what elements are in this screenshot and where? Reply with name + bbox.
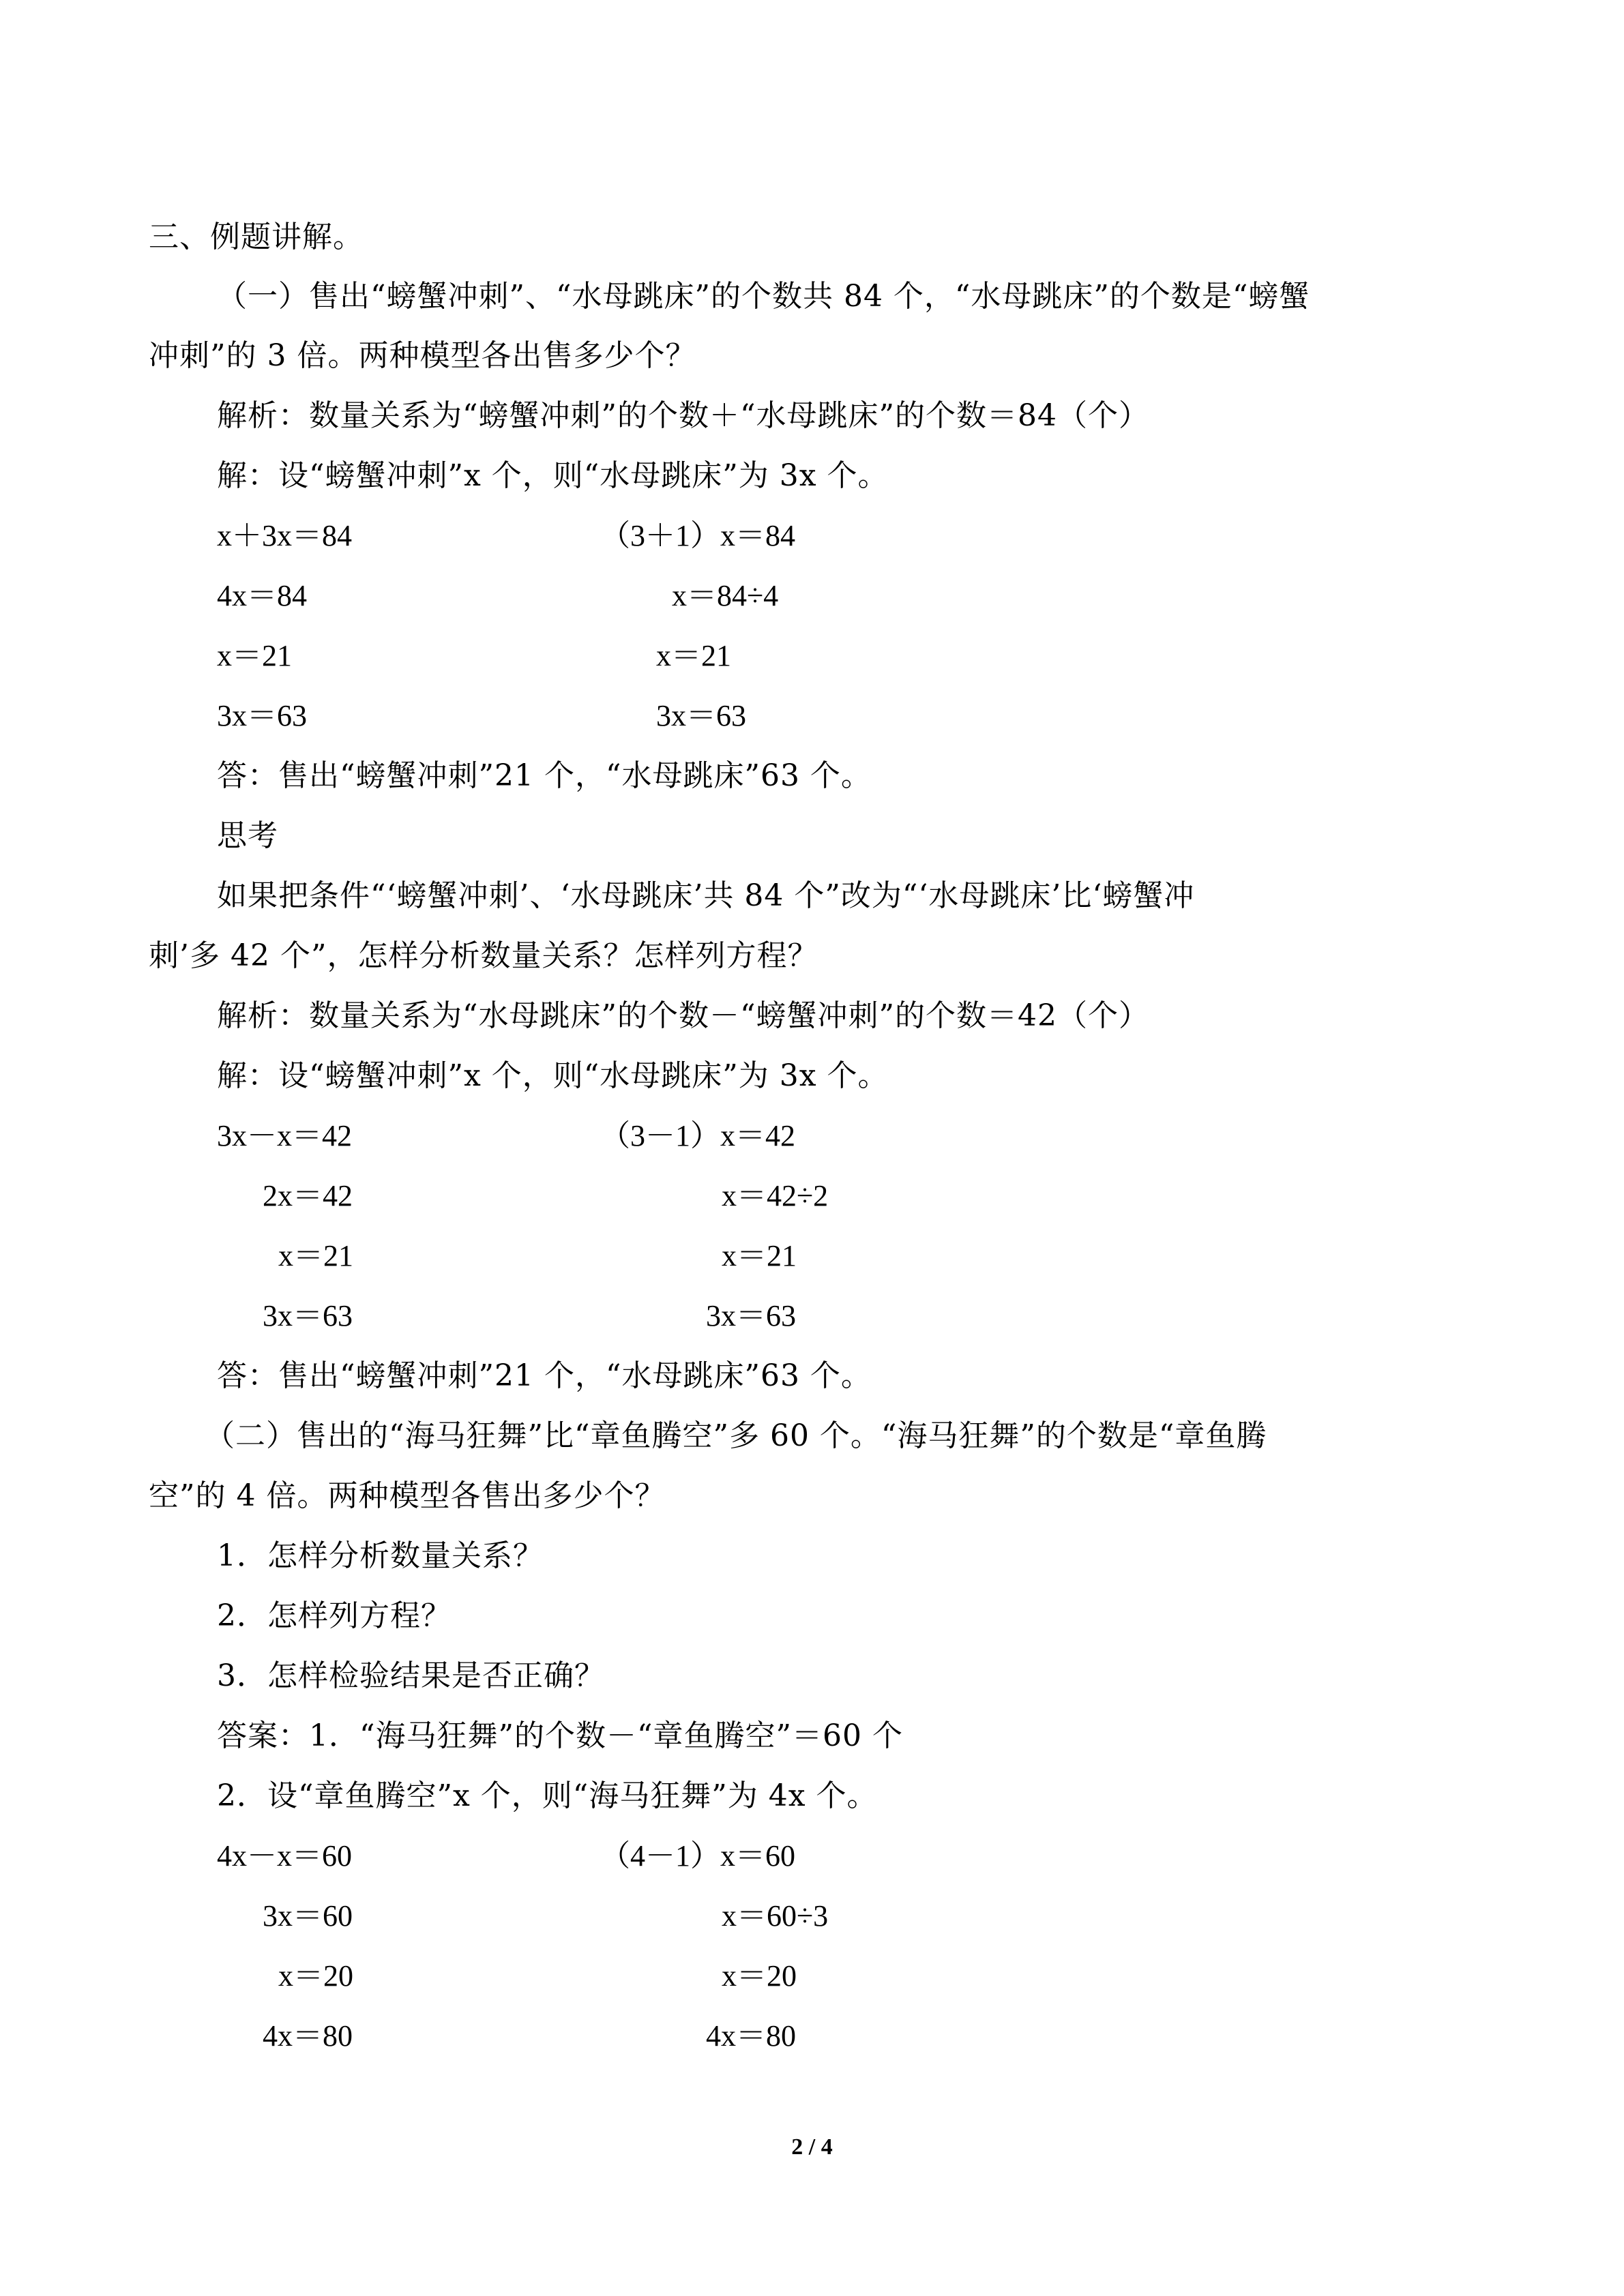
- think-heading: 思考: [217, 818, 278, 853]
- equation-left: 4x＝84: [217, 579, 307, 612]
- equation-right: （3＋1）x＝84: [600, 519, 795, 552]
- equation-left: x＝21: [278, 1239, 353, 1272]
- equation-right: 3x＝63: [656, 699, 746, 732]
- equation-left: x＋3x＝84: [217, 519, 352, 552]
- example-1-line-2: 冲刺”的 3 倍。两种模型各出售多少个？: [149, 338, 696, 373]
- equation-right: x＝42÷2: [722, 1179, 829, 1212]
- equation-left: 4x－x＝60: [217, 1839, 352, 1873]
- page-number: 2 / 4: [791, 2134, 833, 2160]
- equation-left: 4x＝80: [263, 2019, 353, 2053]
- question-2: 2．怎样列方程？: [217, 1598, 452, 1633]
- equation-right: x＝21: [656, 639, 731, 672]
- question-3: 3．怎样检验结果是否正确？: [217, 1658, 605, 1693]
- equation-left: 3x＝63: [263, 1299, 353, 1332]
- equation-right: x＝21: [722, 1239, 797, 1272]
- solution-setup-2: 解：设“螃蟹冲刺”x 个，则“水母跳床”为 3x 个。: [217, 1058, 889, 1093]
- think-line-2: 刺’多 42 个”，怎样分析数量关系？怎样列方程？: [149, 938, 818, 973]
- section-heading: 三、例题讲解。: [149, 220, 364, 254]
- example-2-line-2: 空”的 4 倍。两种模型各售出多少个？: [149, 1478, 666, 1513]
- answer-2: 答：售出“螃蟹冲刺”21 个，“水母跳床”63 个。: [217, 1358, 872, 1393]
- example-1-line-1: （一）售出“螃蟹冲刺”、“水母跳床”的个数共 84 个，“水母跳床”的个数是“螃蟹: [217, 279, 1310, 314]
- question-1: 1．怎样分析数量关系？: [217, 1538, 544, 1573]
- equation-left: x＝20: [278, 1959, 353, 1993]
- equation-left: 3x－x＝42: [217, 1119, 352, 1152]
- equation-left: 3x＝60: [263, 1899, 353, 1933]
- equation-right: （4－1）x＝60: [600, 1839, 795, 1873]
- example-2-line-1: （二）售出的“海马狂舞”比“章鱼腾空”多 60 个。“海马狂舞”的个数是“章鱼腾: [205, 1418, 1267, 1453]
- equation-right: 4x＝80: [706, 2019, 796, 2053]
- answer-1: 答：售出“螃蟹冲刺”21 个，“水母跳床”63 个。: [217, 758, 872, 793]
- answer-3-part-2: 2．设“章鱼腾空”x 个，则“海马狂舞”为 4x 个。: [217, 1778, 878, 1813]
- equation-left: 3x＝63: [217, 699, 307, 732]
- solution-setup-1: 解：设“螃蟹冲刺”x 个，则“水母跳床”为 3x 个。: [217, 458, 889, 493]
- equation-right: x＝60÷3: [722, 1899, 829, 1933]
- equation-right: 3x＝63: [706, 1299, 796, 1332]
- equation-right: x＝20: [722, 1959, 797, 1993]
- analysis-1: 解析：数量关系为“螃蟹冲刺”的个数＋“水母跳床”的个数＝84（个）: [217, 398, 1149, 433]
- answer-3-part-1: 答案：1．“海马狂舞”的个数－“章鱼腾空”＝60 个: [217, 1718, 903, 1753]
- equation-right: x＝84÷4: [672, 579, 779, 612]
- equation-left: 2x＝42: [263, 1179, 353, 1212]
- equation-right: （3－1）x＝42: [600, 1119, 795, 1152]
- analysis-2: 解析：数量关系为“水母跳床”的个数－“螃蟹冲刺”的个数＝42（个）: [217, 998, 1149, 1033]
- think-line-1: 如果把条件“‘螃蟹冲刺’、‘水母跳床’共 84 个”改为“‘水母跳床’比‘螃蟹冲: [217, 878, 1195, 913]
- equation-left: x＝21: [217, 639, 292, 672]
